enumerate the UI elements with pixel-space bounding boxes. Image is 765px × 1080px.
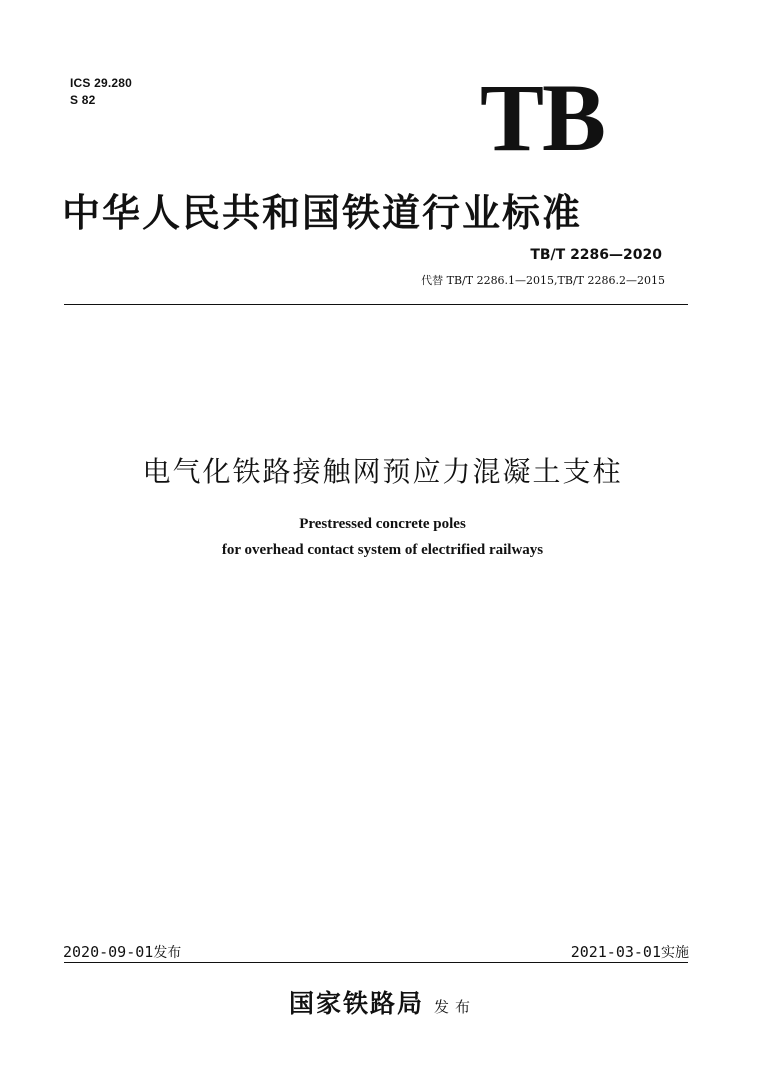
issuer-suffix: 发布: [434, 998, 477, 1016]
replaces-line: 代替 TB/T 2286.1—2015,TB/T 2286.2—2015: [421, 274, 665, 287]
issue-label: 发布: [153, 945, 182, 961]
issue-date: 2020-09-01: [63, 943, 154, 961]
issuer-block: [0, 984, 765, 1020]
issue-date-line: [63, 942, 181, 962]
ics-code: ICS 29.280: [70, 76, 133, 90]
effective-label: 实施: [661, 945, 689, 961]
chinese-title: 电气化铁路接触网预应力混凝土支柱: [142, 455, 623, 488]
tb-logo: TB: [480, 64, 605, 171]
top-divider: [64, 304, 688, 305]
ccs-code: S 82: [70, 93, 96, 107]
effective-date: 2021-03-01: [570, 943, 661, 961]
industry-standard-title: 中华人民共和国铁道行业标准: [62, 190, 583, 235]
effective-date-line: [571, 942, 689, 962]
english-title-line-2: for overhead contact system of electrified railways: [221, 542, 544, 558]
standard-number: TB/T 2286—2020: [530, 247, 662, 263]
english-title-line-1: Prestressed concrete poles: [299, 516, 466, 532]
issuer-name: 国家铁路局: [288, 989, 424, 1018]
bottom-divider: [64, 962, 688, 963]
